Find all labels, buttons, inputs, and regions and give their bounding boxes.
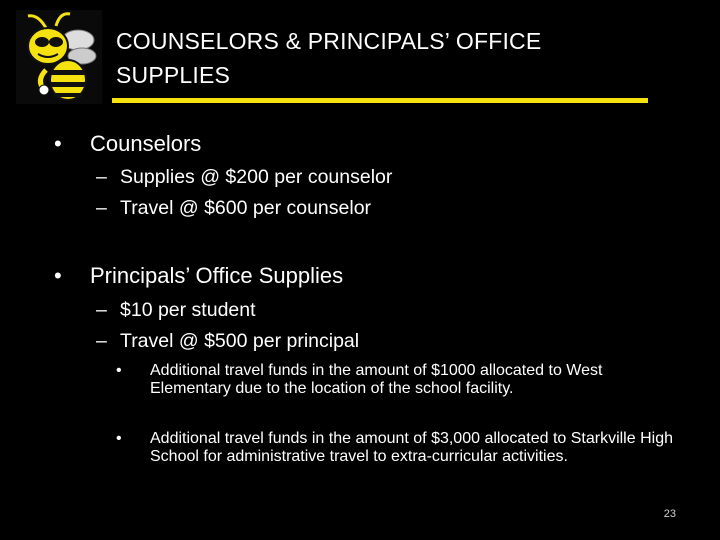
slide-title — [116, 24, 676, 92]
bullet-marker: • — [54, 263, 62, 288]
subitem-text: Supplies @ $200 per counselor — [120, 166, 393, 188]
detail-text: Additional travel funds in the amount of $3,000 allocated to Starkville High School for administrative travel to extra-curricular activities. — [150, 430, 673, 465]
detail-marker: • — [116, 430, 122, 447]
subitem-marker: – — [96, 330, 107, 352]
detail-west-elementary — [114, 362, 680, 398]
subitem-marker: – — [96, 166, 107, 188]
subitem-text: $10 per student — [120, 299, 256, 321]
bullet-label: Principals’ Office Supplies — [90, 263, 344, 288]
subitem-counselor-supplies — [96, 165, 392, 189]
title-line-1: COUNSELORS & PRINCIPALS’ OFFICE — [116, 28, 542, 54]
subitem-text: Travel @ $600 per counselor — [120, 197, 372, 219]
bullet-counselors — [54, 130, 201, 158]
title-underline — [112, 98, 648, 103]
subitem-per-student — [96, 298, 256, 322]
subitem-marker: – — [96, 197, 107, 219]
slide-number: 23 — [663, 508, 676, 520]
bullet-label: Counselors — [90, 131, 202, 156]
detail-marker: • — [116, 362, 122, 379]
detail-text: Additional travel funds in the amount of $1000 allocated to West Elementary due to the location of the school facility. — [150, 362, 603, 397]
bullet-principals-office-supplies — [54, 262, 343, 290]
subitem-counselor-travel — [96, 196, 371, 220]
detail-starkville-high — [114, 430, 680, 466]
subitem-text: Travel @ $500 per principal — [120, 330, 360, 352]
yellow-jacket-mascot-icon — [16, 10, 102, 104]
title-line-2: SUPPLIES — [116, 62, 231, 88]
subitem-principal-travel — [96, 329, 359, 353]
bullet-marker: • — [54, 131, 62, 156]
subitem-marker: – — [96, 299, 107, 321]
